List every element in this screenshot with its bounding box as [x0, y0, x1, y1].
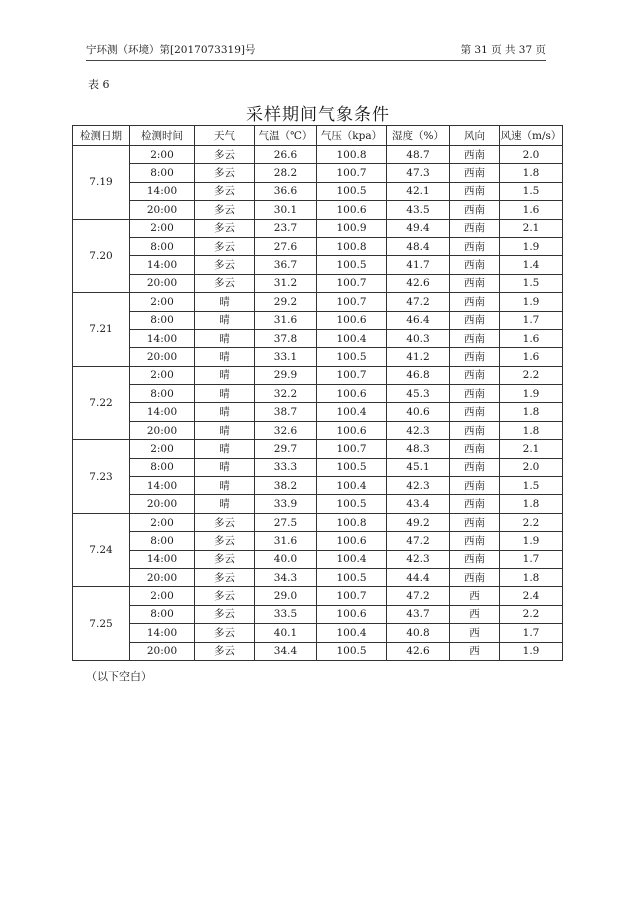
- table-row: [73, 146, 563, 164]
- table-header-row: [73, 126, 563, 146]
- wind-direction-cell: 西南: [450, 329, 500, 347]
- wind-direction-cell: 西南: [450, 219, 500, 237]
- weather-cell: 晴: [195, 458, 255, 476]
- time-cell: 8:00: [130, 164, 195, 182]
- table-row: [73, 329, 563, 347]
- column-header: 气温（℃）: [255, 126, 317, 146]
- pressure-cell: 100.6: [317, 311, 387, 329]
- time-cell: 8:00: [130, 385, 195, 403]
- wind-speed-cell: 1.6: [500, 348, 563, 366]
- humidity-cell: 42.6: [387, 642, 450, 660]
- wind-direction-cell: 西: [450, 624, 500, 642]
- table-row: [73, 532, 563, 550]
- humidity-cell: 44.4: [387, 568, 450, 586]
- humidity-cell: 47.3: [387, 164, 450, 182]
- wind-direction-cell: 西南: [450, 495, 500, 513]
- wind-speed-cell: 2.0: [500, 146, 563, 164]
- temperature-cell: 23.7: [255, 219, 317, 237]
- weather-cell: 晴: [195, 293, 255, 311]
- table-row: [73, 237, 563, 255]
- weather-cell: 晴: [195, 403, 255, 421]
- humidity-cell: 42.3: [387, 421, 450, 439]
- time-cell: 14:00: [130, 550, 195, 568]
- wind-speed-cell: 1.6: [500, 329, 563, 347]
- wind-direction-cell: 西南: [450, 366, 500, 384]
- time-cell: 14:00: [130, 329, 195, 347]
- humidity-cell: 42.1: [387, 182, 450, 200]
- table-label: 表 6: [88, 78, 110, 91]
- wind-speed-cell: 1.9: [500, 293, 563, 311]
- humidity-cell: 42.6: [387, 274, 450, 292]
- date-cell: 7.23: [73, 440, 130, 514]
- temperature-cell: 37.8: [255, 329, 317, 347]
- temperature-cell: 36.6: [255, 182, 317, 200]
- temperature-cell: 40.0: [255, 550, 317, 568]
- humidity-cell: 46.8: [387, 366, 450, 384]
- weather-cell: 多云: [195, 256, 255, 274]
- temperature-cell: 33.1: [255, 348, 317, 366]
- temperature-cell: 40.1: [255, 624, 317, 642]
- temperature-cell: 32.2: [255, 385, 317, 403]
- wind-direction-cell: 西南: [450, 182, 500, 200]
- weather-cell: 多云: [195, 164, 255, 182]
- table-title: 采样期间气象条件: [246, 105, 390, 125]
- wind-speed-cell: 1.7: [500, 311, 563, 329]
- time-cell: 20:00: [130, 421, 195, 439]
- time-cell: 8:00: [130, 237, 195, 255]
- table-row: [73, 403, 563, 421]
- humidity-cell: 40.3: [387, 329, 450, 347]
- pressure-cell: 100.8: [317, 146, 387, 164]
- time-cell: 2:00: [130, 513, 195, 531]
- table-row: [73, 605, 563, 623]
- wind-speed-cell: 1.8: [500, 495, 563, 513]
- humidity-cell: 45.1: [387, 458, 450, 476]
- wind-speed-cell: 1.9: [500, 532, 563, 550]
- wind-direction-cell: 西南: [450, 146, 500, 164]
- pressure-cell: 100.4: [317, 624, 387, 642]
- weather-cell: 晴: [195, 440, 255, 458]
- wind-speed-cell: 1.8: [500, 403, 563, 421]
- time-cell: 14:00: [130, 256, 195, 274]
- weather-cell: 晴: [195, 366, 255, 384]
- wind-speed-cell: 2.2: [500, 366, 563, 384]
- wind-direction-cell: 西南: [450, 293, 500, 311]
- time-cell: 2:00: [130, 366, 195, 384]
- date-cell: 7.19: [73, 146, 130, 220]
- pressure-cell: 100.5: [317, 495, 387, 513]
- wind-direction-cell: 西南: [450, 256, 500, 274]
- weather-cell: 晴: [195, 477, 255, 495]
- weather-cell: 晴: [195, 495, 255, 513]
- table-row: [73, 274, 563, 292]
- temperature-cell: 36.7: [255, 256, 317, 274]
- blank-below-note: （以下空白）: [86, 670, 152, 683]
- pressure-cell: 100.5: [317, 458, 387, 476]
- wind-speed-cell: 2.1: [500, 440, 563, 458]
- temperature-cell: 38.2: [255, 477, 317, 495]
- time-cell: 2:00: [130, 293, 195, 311]
- table-row: [73, 201, 563, 219]
- pressure-cell: 100.6: [317, 532, 387, 550]
- date-cell: 7.22: [73, 366, 130, 440]
- wind-speed-cell: 1.5: [500, 274, 563, 292]
- pressure-cell: 100.4: [317, 550, 387, 568]
- table-row: [73, 311, 563, 329]
- table-body: [73, 146, 563, 661]
- humidity-cell: 47.2: [387, 293, 450, 311]
- time-cell: 2:00: [130, 146, 195, 164]
- pressure-cell: 100.5: [317, 348, 387, 366]
- table-row: [73, 385, 563, 403]
- humidity-cell: 49.4: [387, 219, 450, 237]
- weather-cell: 多云: [195, 532, 255, 550]
- page-header: [86, 42, 546, 61]
- pressure-cell: 100.5: [317, 182, 387, 200]
- table-row: [73, 293, 563, 311]
- temperature-cell: 33.3: [255, 458, 317, 476]
- humidity-cell: 43.4: [387, 495, 450, 513]
- wind-direction-cell: 西南: [450, 385, 500, 403]
- date-cell: 7.24: [73, 513, 130, 587]
- wind-direction-cell: 西南: [450, 477, 500, 495]
- temperature-cell: 34.4: [255, 642, 317, 660]
- pressure-cell: 100.5: [317, 256, 387, 274]
- time-cell: 20:00: [130, 201, 195, 219]
- table-row: [73, 182, 563, 200]
- wind-speed-cell: 1.8: [500, 421, 563, 439]
- humidity-cell: 48.7: [387, 146, 450, 164]
- pressure-cell: 100.7: [317, 274, 387, 292]
- wind-speed-cell: 1.5: [500, 182, 563, 200]
- wind-speed-cell: 1.8: [500, 164, 563, 182]
- pressure-cell: 100.7: [317, 293, 387, 311]
- wind-speed-cell: 2.4: [500, 587, 563, 605]
- weather-cell: 多云: [195, 605, 255, 623]
- humidity-cell: 47.2: [387, 587, 450, 605]
- pressure-cell: 100.6: [317, 385, 387, 403]
- weather-cell: 晴: [195, 329, 255, 347]
- time-cell: 14:00: [130, 182, 195, 200]
- table-row: [73, 458, 563, 476]
- wind-direction-cell: 西南: [450, 201, 500, 219]
- wind-speed-cell: 2.1: [500, 219, 563, 237]
- temperature-cell: 26.6: [255, 146, 317, 164]
- wind-direction-cell: 西南: [450, 568, 500, 586]
- humidity-cell: 41.2: [387, 348, 450, 366]
- weather-cell: 晴: [195, 348, 255, 366]
- weather-cell: 多云: [195, 642, 255, 660]
- page-number: 第 31 页 共 37 页: [460, 44, 546, 56]
- column-header: 检测时间: [130, 126, 195, 146]
- wind-direction-cell: 西南: [450, 421, 500, 439]
- time-cell: 14:00: [130, 477, 195, 495]
- pressure-cell: 100.7: [317, 440, 387, 458]
- weather-cell: 多云: [195, 182, 255, 200]
- humidity-cell: 46.4: [387, 311, 450, 329]
- wind-speed-cell: 1.9: [500, 237, 563, 255]
- pressure-cell: 100.7: [317, 164, 387, 182]
- temperature-cell: 34.3: [255, 568, 317, 586]
- wind-direction-cell: 西南: [450, 164, 500, 182]
- table-row: [73, 477, 563, 495]
- weather-cell: 多云: [195, 568, 255, 586]
- pressure-cell: 100.8: [317, 513, 387, 531]
- table-row: [73, 348, 563, 366]
- time-cell: 20:00: [130, 568, 195, 586]
- time-cell: 8:00: [130, 605, 195, 623]
- table-row: [73, 219, 563, 237]
- weather-cell: 多云: [195, 513, 255, 531]
- wind-speed-cell: 2.0: [500, 458, 563, 476]
- weather-table: [72, 125, 563, 661]
- humidity-cell: 42.3: [387, 477, 450, 495]
- pressure-cell: 100.4: [317, 329, 387, 347]
- weather-cell: 晴: [195, 421, 255, 439]
- pressure-cell: 100.6: [317, 421, 387, 439]
- wind-direction-cell: 西南: [450, 532, 500, 550]
- date-cell: 7.21: [73, 293, 130, 367]
- temperature-cell: 30.1: [255, 201, 317, 219]
- time-cell: 2:00: [130, 587, 195, 605]
- time-cell: 20:00: [130, 274, 195, 292]
- table-row: [73, 164, 563, 182]
- temperature-cell: 29.0: [255, 587, 317, 605]
- time-cell: 8:00: [130, 532, 195, 550]
- table-row: [73, 550, 563, 568]
- report-number: 宁环测（环境）第[2017073319]号: [86, 44, 256, 56]
- wind-speed-cell: 2.2: [500, 605, 563, 623]
- temperature-cell: 31.6: [255, 532, 317, 550]
- humidity-cell: 45.3: [387, 385, 450, 403]
- weather-cell: 多云: [195, 587, 255, 605]
- humidity-cell: 43.5: [387, 201, 450, 219]
- time-cell: 2:00: [130, 219, 195, 237]
- wind-direction-cell: 西: [450, 605, 500, 623]
- time-cell: 20:00: [130, 642, 195, 660]
- pressure-cell: 100.4: [317, 403, 387, 421]
- column-header: 风向: [450, 126, 500, 146]
- column-header: 天气: [195, 126, 255, 146]
- weather-cell: 多云: [195, 550, 255, 568]
- wind-direction-cell: 西南: [450, 403, 500, 421]
- weather-cell: 多云: [195, 201, 255, 219]
- column-header: 气压（kpa）: [317, 126, 387, 146]
- time-cell: 14:00: [130, 624, 195, 642]
- pressure-cell: 100.9: [317, 219, 387, 237]
- humidity-cell: 48.3: [387, 440, 450, 458]
- date-cell: 7.20: [73, 219, 130, 293]
- wind-direction-cell: 西南: [450, 550, 500, 568]
- wind-direction-cell: 西南: [450, 348, 500, 366]
- wind-speed-cell: 1.8: [500, 568, 563, 586]
- weather-cell: 晴: [195, 311, 255, 329]
- humidity-cell: 48.4: [387, 237, 450, 255]
- temperature-cell: 31.6: [255, 311, 317, 329]
- weather-cell: 多云: [195, 146, 255, 164]
- pressure-cell: 100.6: [317, 605, 387, 623]
- wind-speed-cell: 1.6: [500, 201, 563, 219]
- humidity-cell: 41.7: [387, 256, 450, 274]
- weather-cell: 多云: [195, 624, 255, 642]
- wind-speed-cell: 1.7: [500, 550, 563, 568]
- time-cell: 2:00: [130, 440, 195, 458]
- temperature-cell: 28.2: [255, 164, 317, 182]
- wind-direction-cell: 西南: [450, 458, 500, 476]
- wind-direction-cell: 西南: [450, 237, 500, 255]
- column-header: 湿度（%）: [387, 126, 450, 146]
- temperature-cell: 29.9: [255, 366, 317, 384]
- temperature-cell: 33.9: [255, 495, 317, 513]
- column-header: 检测日期: [73, 126, 130, 146]
- wind-speed-cell: 2.2: [500, 513, 563, 531]
- pressure-cell: 100.7: [317, 587, 387, 605]
- wind-direction-cell: 西南: [450, 274, 500, 292]
- temperature-cell: 38.7: [255, 403, 317, 421]
- humidity-cell: 49.2: [387, 513, 450, 531]
- weather-cell: 多云: [195, 219, 255, 237]
- pressure-cell: 100.7: [317, 366, 387, 384]
- humidity-cell: 40.6: [387, 403, 450, 421]
- wind-direction-cell: 西南: [450, 440, 500, 458]
- weather-cell: 晴: [195, 385, 255, 403]
- temperature-cell: 32.6: [255, 421, 317, 439]
- time-cell: 8:00: [130, 311, 195, 329]
- table-row: [73, 440, 563, 458]
- table-row: [73, 568, 563, 586]
- temperature-cell: 33.5: [255, 605, 317, 623]
- wind-direction-cell: 西: [450, 642, 500, 660]
- wind-speed-cell: 1.5: [500, 477, 563, 495]
- pressure-cell: 100.6: [317, 201, 387, 219]
- temperature-cell: 29.7: [255, 440, 317, 458]
- table-row: [73, 256, 563, 274]
- weather-cell: 多云: [195, 237, 255, 255]
- wind-speed-cell: 1.9: [500, 642, 563, 660]
- table-row: [73, 421, 563, 439]
- pressure-cell: 100.5: [317, 568, 387, 586]
- wind-direction-cell: 西: [450, 587, 500, 605]
- time-cell: 14:00: [130, 403, 195, 421]
- humidity-cell: 40.8: [387, 624, 450, 642]
- wind-direction-cell: 西南: [450, 513, 500, 531]
- temperature-cell: 27.6: [255, 237, 317, 255]
- table-row: [73, 587, 563, 605]
- wind-direction-cell: 西南: [450, 311, 500, 329]
- column-header: 风速（m/s）: [500, 126, 563, 146]
- humidity-cell: 42.3: [387, 550, 450, 568]
- pressure-cell: 100.8: [317, 237, 387, 255]
- table-row: [73, 495, 563, 513]
- weather-cell: 多云: [195, 274, 255, 292]
- wind-speed-cell: 1.9: [500, 385, 563, 403]
- time-cell: 20:00: [130, 495, 195, 513]
- table-row: [73, 513, 563, 531]
- humidity-cell: 47.2: [387, 532, 450, 550]
- wind-speed-cell: 1.4: [500, 256, 563, 274]
- date-cell: 7.25: [73, 587, 130, 661]
- temperature-cell: 27.5: [255, 513, 317, 531]
- table-row: [73, 624, 563, 642]
- table-row: [73, 642, 563, 660]
- time-cell: 8:00: [130, 458, 195, 476]
- time-cell: 20:00: [130, 348, 195, 366]
- pressure-cell: 100.4: [317, 477, 387, 495]
- wind-speed-cell: 1.7: [500, 624, 563, 642]
- pressure-cell: 100.5: [317, 642, 387, 660]
- temperature-cell: 29.2: [255, 293, 317, 311]
- table-row: [73, 366, 563, 384]
- temperature-cell: 31.2: [255, 274, 317, 292]
- humidity-cell: 43.7: [387, 605, 450, 623]
